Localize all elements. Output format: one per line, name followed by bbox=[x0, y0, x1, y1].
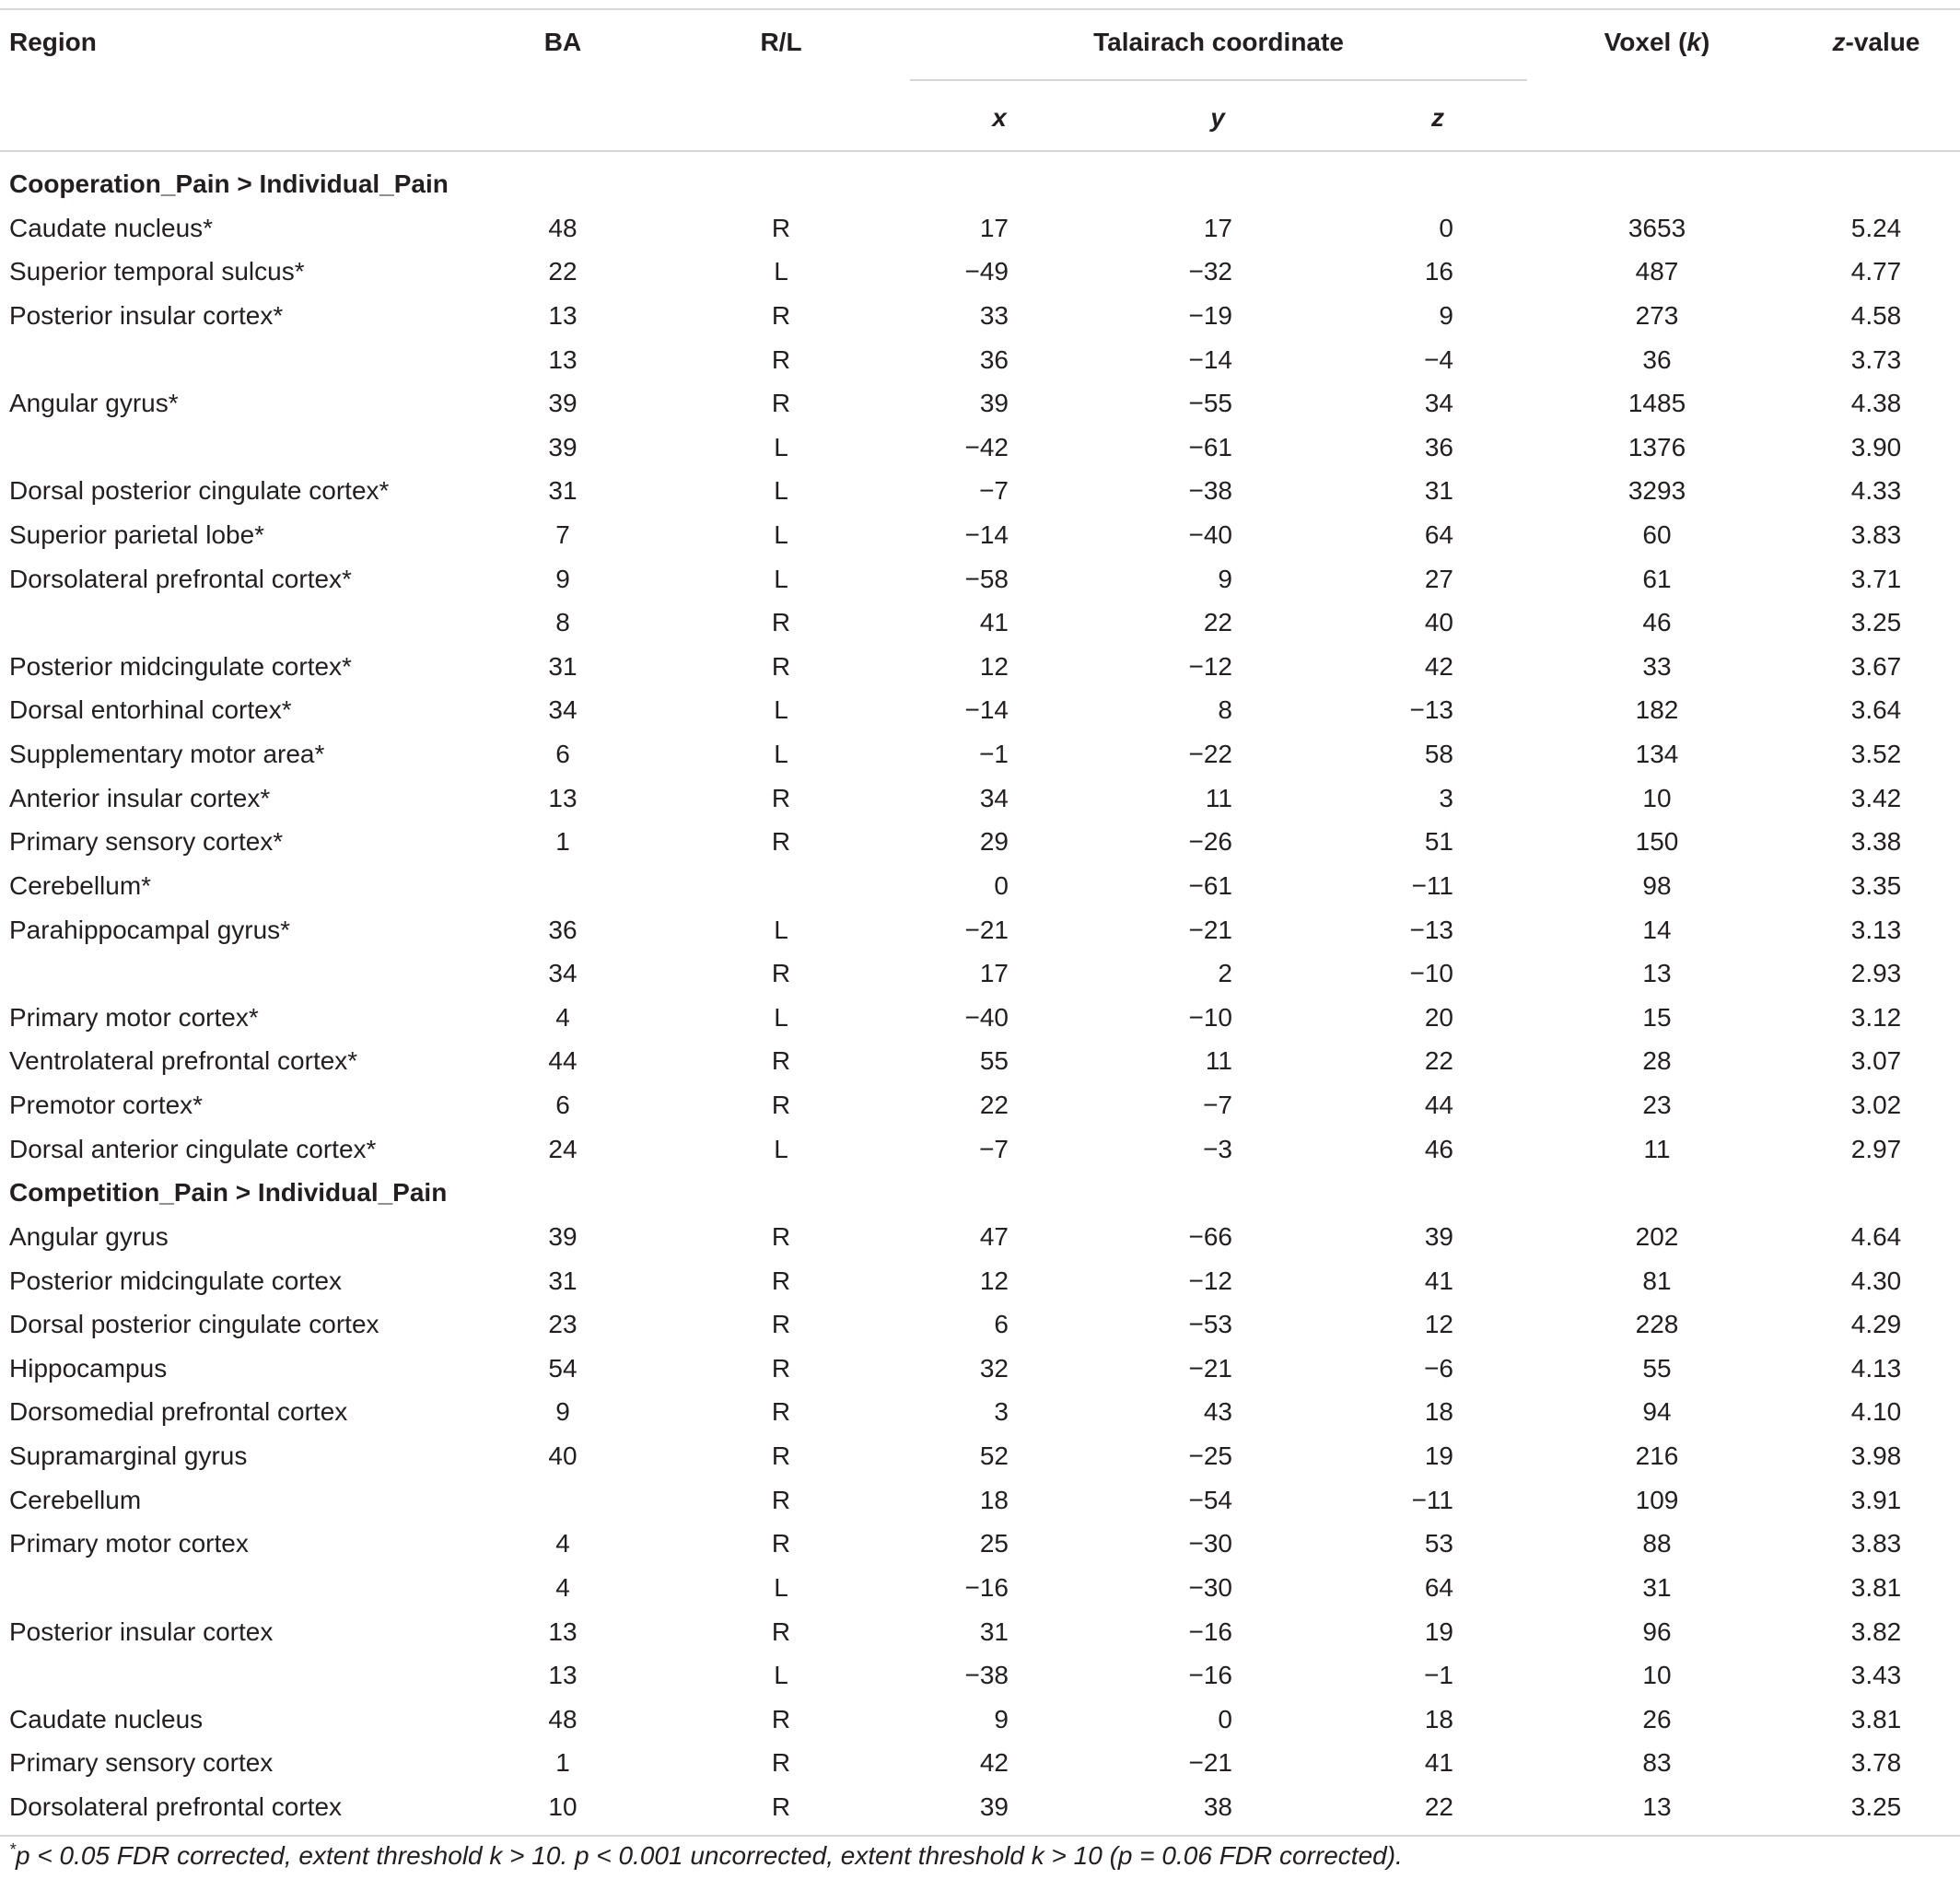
cell-y: −66 bbox=[1188, 1221, 1232, 1251]
cell-rl: L bbox=[774, 432, 788, 461]
cell-z: 18 bbox=[1424, 1397, 1453, 1427]
cell-y: −16 bbox=[1188, 1616, 1232, 1646]
cell-z: −10 bbox=[1409, 959, 1453, 988]
cell-rl: R bbox=[771, 389, 791, 418]
cell-region: Supramarginal gyrus bbox=[9, 1441, 248, 1470]
cell-z: 0 bbox=[1439, 213, 1453, 242]
cell-zvalue: 3.91 bbox=[1850, 1485, 1902, 1514]
cell-rl: L bbox=[774, 695, 788, 725]
cell-zvalue: 3.12 bbox=[1850, 1002, 1902, 1032]
cell-rl: R bbox=[771, 1266, 791, 1295]
cell-zvalue: 3.73 bbox=[1850, 344, 1902, 374]
cell-voxel: 94 bbox=[1642, 1397, 1672, 1427]
cell-voxel: 273 bbox=[1635, 300, 1679, 330]
cell-y: −22 bbox=[1188, 740, 1232, 769]
cell-x: −7 bbox=[979, 476, 1009, 506]
cell-voxel: 182 bbox=[1635, 695, 1679, 725]
cell-rl: L bbox=[774, 915, 788, 944]
cell-voxel: 88 bbox=[1642, 1529, 1672, 1558]
cell-voxel: 1485 bbox=[1628, 389, 1686, 418]
cell-voxel: 202 bbox=[1635, 1221, 1679, 1251]
cell-region: Caudate nucleus* bbox=[9, 213, 214, 242]
cell-voxel: 134 bbox=[1635, 740, 1679, 769]
cell-y: −25 bbox=[1188, 1441, 1232, 1470]
cell-rl: L bbox=[774, 476, 788, 506]
cell-region: Primary motor cortex bbox=[9, 1529, 249, 1558]
cell-y: −32 bbox=[1188, 257, 1232, 286]
cell-z: 42 bbox=[1424, 651, 1453, 681]
cell-ba: 39 bbox=[548, 432, 578, 461]
cell-rl: R bbox=[771, 213, 791, 242]
cell-region: Anterior insular cortex* bbox=[9, 783, 271, 812]
cell-voxel: 109 bbox=[1635, 1485, 1679, 1514]
cell-voxel: 13 bbox=[1642, 1791, 1672, 1821]
cell-zvalue: 3.98 bbox=[1850, 1441, 1902, 1470]
cell-region: Parahippocampal gyrus* bbox=[9, 915, 291, 944]
header-x: x bbox=[992, 103, 1007, 132]
cell-y: −19 bbox=[1188, 300, 1232, 330]
cell-x: 17 bbox=[979, 959, 1009, 988]
cell-ba: 13 bbox=[548, 300, 578, 330]
cell-zvalue: 2.93 bbox=[1850, 959, 1902, 988]
cell-ba: 4 bbox=[555, 1002, 570, 1032]
cell-voxel: 216 bbox=[1635, 1441, 1679, 1470]
cell-y: −40 bbox=[1188, 520, 1232, 549]
cell-rl: R bbox=[771, 1704, 791, 1733]
cell-voxel: 10 bbox=[1642, 1661, 1672, 1690]
cell-rl: R bbox=[771, 1353, 791, 1383]
cell-z: 64 bbox=[1424, 1572, 1453, 1602]
cell-y: −55 bbox=[1188, 389, 1232, 418]
cell-ba: 54 bbox=[548, 1353, 578, 1383]
cell-rl: R bbox=[771, 1791, 791, 1821]
cell-zvalue: 3.83 bbox=[1850, 1529, 1902, 1558]
cell-x: −16 bbox=[964, 1572, 1009, 1602]
cell-voxel: 228 bbox=[1635, 1310, 1679, 1339]
cell-z: 34 bbox=[1424, 389, 1453, 418]
cell-region: Primary motor cortex* bbox=[9, 1002, 259, 1032]
cell-region: Caudate nucleus bbox=[9, 1704, 204, 1733]
cell-y: −21 bbox=[1188, 1353, 1232, 1383]
cell-y: 0 bbox=[1218, 1704, 1232, 1733]
cell-z: 19 bbox=[1424, 1441, 1453, 1470]
cell-ba: 31 bbox=[548, 651, 578, 681]
cell-z: 22 bbox=[1424, 1791, 1453, 1821]
cell-ba: 24 bbox=[548, 1134, 578, 1163]
cell-voxel: 13 bbox=[1642, 959, 1672, 988]
cell-x: 33 bbox=[979, 300, 1009, 330]
cell-z: 20 bbox=[1424, 1002, 1453, 1032]
cell-ba: 22 bbox=[548, 257, 578, 286]
cell-z: 3 bbox=[1439, 783, 1453, 812]
cell-voxel: 14 bbox=[1642, 915, 1672, 944]
cell-zvalue: 4.29 bbox=[1850, 1310, 1902, 1339]
cell-region: Posterior midcingulate cortex bbox=[9, 1266, 343, 1295]
cell-rl: R bbox=[771, 783, 791, 812]
table-bottom-rule bbox=[0, 1835, 1960, 1837]
cell-ba: 31 bbox=[548, 1266, 578, 1295]
cell-x: 18 bbox=[979, 1485, 1009, 1514]
cell-ba: 31 bbox=[548, 476, 578, 506]
cell-voxel: 46 bbox=[1642, 608, 1672, 637]
cell-x: 6 bbox=[994, 1310, 1009, 1339]
cell-x: 31 bbox=[979, 1616, 1009, 1646]
cell-x: −38 bbox=[964, 1661, 1009, 1690]
cell-region: Dorsomedial prefrontal cortex bbox=[9, 1397, 348, 1427]
cell-zvalue: 3.64 bbox=[1850, 695, 1902, 725]
header-bottom-rule bbox=[0, 150, 1960, 152]
cell-rl: R bbox=[771, 1529, 791, 1558]
cell-region: Dorsal posterior cingulate cortex bbox=[9, 1310, 379, 1339]
cell-y: −53 bbox=[1188, 1310, 1232, 1339]
cell-zvalue: 3.07 bbox=[1850, 1046, 1902, 1076]
cell-x: 12 bbox=[979, 651, 1009, 681]
cell-rl: L bbox=[774, 1134, 788, 1163]
header-region: Region bbox=[9, 28, 97, 56]
header-talairach: Talairach coordinate bbox=[1093, 28, 1344, 56]
cell-rl: R bbox=[771, 608, 791, 637]
header-ba: BA bbox=[543, 28, 582, 56]
cell-zvalue: 3.83 bbox=[1850, 520, 1902, 549]
cell-y: 22 bbox=[1203, 608, 1232, 637]
cell-x: 41 bbox=[979, 608, 1009, 637]
cell-region: Angular gyrus bbox=[9, 1221, 169, 1251]
cell-x: 17 bbox=[979, 213, 1009, 242]
cell-region: Angular gyrus* bbox=[9, 389, 179, 418]
cell-x: 36 bbox=[979, 344, 1009, 374]
cell-region: Hippocampus bbox=[9, 1353, 168, 1383]
cell-zvalue: 3.90 bbox=[1850, 432, 1902, 461]
cell-x: −40 bbox=[964, 1002, 1009, 1032]
cell-region: Dorsolateral prefrontal cortex bbox=[9, 1791, 343, 1821]
cell-region: Superior parietal lobe* bbox=[9, 520, 265, 549]
cell-y: −61 bbox=[1188, 870, 1232, 900]
cell-zvalue: 3.13 bbox=[1850, 915, 1902, 944]
table-footnote: *p < 0.05 FDR corrected, extent threshold k > 10. p < 0.001 uncorrected, extent threshold k > 10 (p = 0.06 FDR corrected). bbox=[9, 1840, 1403, 1870]
cell-zvalue: 3.42 bbox=[1850, 783, 1902, 812]
section-title: Competition_Pain > Individual_Pain bbox=[9, 1178, 448, 1208]
cell-x: −21 bbox=[964, 915, 1009, 944]
cell-x: 25 bbox=[979, 1529, 1009, 1558]
cell-rl: L bbox=[774, 257, 788, 286]
cell-ba: 48 bbox=[548, 213, 578, 242]
header-zvalue: z-value bbox=[1832, 28, 1920, 56]
cell-x: 34 bbox=[979, 783, 1009, 812]
cell-voxel: 83 bbox=[1642, 1748, 1672, 1778]
cell-y: −12 bbox=[1188, 1266, 1232, 1295]
cell-y: −16 bbox=[1188, 1661, 1232, 1690]
cell-z: −13 bbox=[1409, 915, 1453, 944]
cell-rl: R bbox=[771, 1310, 791, 1339]
cell-x: 39 bbox=[979, 389, 1009, 418]
cell-ba: 1 bbox=[555, 827, 570, 857]
cell-ba: 10 bbox=[548, 1791, 578, 1821]
cell-voxel: 81 bbox=[1642, 1266, 1672, 1295]
cell-x: −14 bbox=[964, 520, 1009, 549]
cell-rl: R bbox=[771, 1441, 791, 1470]
cell-zvalue: 4.30 bbox=[1850, 1266, 1902, 1295]
cell-rl: L bbox=[774, 1002, 788, 1032]
cell-z: 41 bbox=[1424, 1266, 1453, 1295]
cell-z: −4 bbox=[1424, 344, 1453, 374]
cell-voxel: 15 bbox=[1642, 1002, 1672, 1032]
cell-voxel: 98 bbox=[1642, 870, 1672, 900]
cell-region: Posterior midcingulate cortex* bbox=[9, 651, 352, 681]
cell-rl: L bbox=[774, 520, 788, 549]
cell-x: 29 bbox=[979, 827, 1009, 857]
cell-y: −12 bbox=[1188, 651, 1232, 681]
cell-region: Premotor cortex* bbox=[9, 1091, 204, 1119]
cell-voxel: 3293 bbox=[1628, 476, 1686, 506]
cell-y: 8 bbox=[1218, 695, 1232, 725]
cell-voxel: 96 bbox=[1642, 1616, 1672, 1646]
cell-zvalue: 4.77 bbox=[1850, 257, 1902, 286]
cell-y: −21 bbox=[1188, 1748, 1232, 1778]
cell-y: −54 bbox=[1188, 1485, 1232, 1514]
cell-z: 40 bbox=[1424, 608, 1453, 637]
cell-x: 12 bbox=[979, 1266, 1009, 1295]
header-rl: R/L bbox=[760, 28, 802, 56]
cell-z: 58 bbox=[1424, 740, 1453, 769]
cell-ba: 9 bbox=[555, 564, 570, 593]
cell-ba: 6 bbox=[555, 740, 570, 769]
cell-zvalue: 3.67 bbox=[1850, 651, 1902, 681]
cell-x: 32 bbox=[979, 1353, 1009, 1383]
cell-z: 51 bbox=[1424, 827, 1453, 857]
cell-ba: 13 bbox=[548, 783, 578, 812]
cell-z: −11 bbox=[1411, 870, 1453, 900]
cell-zvalue: 4.38 bbox=[1850, 389, 1902, 418]
cell-zvalue: 3.81 bbox=[1850, 1572, 1902, 1602]
cell-x: 42 bbox=[979, 1748, 1009, 1778]
cell-ba: 34 bbox=[548, 695, 578, 725]
cell-zvalue: 3.71 bbox=[1850, 564, 1902, 593]
cell-zvalue: 4.10 bbox=[1850, 1397, 1902, 1427]
header-voxel: Voxel (k) bbox=[1604, 28, 1710, 56]
cell-y: −10 bbox=[1188, 1002, 1232, 1032]
cell-z: 46 bbox=[1424, 1134, 1453, 1163]
top-rule bbox=[0, 8, 1960, 10]
cell-y: −30 bbox=[1188, 1572, 1232, 1602]
cell-rl: L bbox=[774, 740, 788, 769]
cell-ba: 1 bbox=[555, 1748, 570, 1778]
cell-x: −1 bbox=[979, 740, 1009, 769]
cell-rl: R bbox=[771, 827, 791, 857]
cell-x: 47 bbox=[979, 1221, 1009, 1251]
cell-y: 11 bbox=[1205, 783, 1232, 812]
cell-voxel: 1376 bbox=[1628, 432, 1686, 461]
cell-ba: 36 bbox=[548, 915, 578, 944]
cell-region: Supplementary motor area* bbox=[9, 740, 325, 769]
cell-x: 3 bbox=[994, 1397, 1009, 1427]
cell-voxel: 33 bbox=[1642, 651, 1672, 681]
cell-y: 9 bbox=[1218, 564, 1232, 593]
cell-y: −38 bbox=[1188, 476, 1232, 506]
cell-region: Dorsal posterior cingulate cortex* bbox=[9, 476, 390, 506]
cell-z: 31 bbox=[1424, 476, 1453, 506]
cell-ba: 4 bbox=[555, 1572, 570, 1602]
cell-y: 17 bbox=[1203, 213, 1232, 242]
cell-ba: 7 bbox=[555, 520, 570, 549]
cell-ba: 40 bbox=[548, 1441, 578, 1470]
cell-voxel: 60 bbox=[1642, 520, 1672, 549]
cell-z: −13 bbox=[1409, 695, 1453, 725]
cell-voxel: 28 bbox=[1642, 1046, 1672, 1076]
cell-z: 39 bbox=[1424, 1221, 1453, 1251]
cell-x: 55 bbox=[979, 1046, 1009, 1076]
cell-ba: 6 bbox=[555, 1091, 570, 1119]
cell-rl: R bbox=[771, 651, 791, 681]
cell-y: −3 bbox=[1203, 1134, 1232, 1163]
cell-zvalue: 5.24 bbox=[1850, 213, 1902, 242]
cell-y: −21 bbox=[1188, 915, 1232, 944]
cell-ba: 39 bbox=[548, 1221, 578, 1251]
cell-voxel: 23 bbox=[1642, 1091, 1672, 1119]
cell-ba: 8 bbox=[555, 608, 570, 637]
cell-rl: R bbox=[771, 1397, 791, 1427]
cell-region: Cerebellum bbox=[9, 1485, 142, 1514]
cell-zvalue: 4.33 bbox=[1850, 476, 1902, 506]
cell-z: 19 bbox=[1424, 1616, 1453, 1646]
cell-zvalue: 4.58 bbox=[1850, 300, 1902, 330]
cell-region: Primary sensory cortex bbox=[9, 1748, 274, 1778]
cell-x: −14 bbox=[964, 695, 1009, 725]
cell-ba: 13 bbox=[548, 1661, 578, 1690]
cell-ba: 44 bbox=[548, 1046, 578, 1076]
cell-x: 0 bbox=[994, 870, 1009, 900]
cell-voxel: 487 bbox=[1635, 257, 1679, 286]
cell-z: −6 bbox=[1424, 1353, 1453, 1383]
cell-ba: 48 bbox=[548, 1704, 578, 1733]
cell-x: 52 bbox=[979, 1441, 1009, 1470]
cell-voxel: 11 bbox=[1643, 1134, 1671, 1163]
header-z: z bbox=[1431, 103, 1444, 132]
cell-y: −30 bbox=[1188, 1529, 1232, 1558]
header-y: y bbox=[1210, 103, 1225, 132]
cell-z: 53 bbox=[1424, 1529, 1453, 1558]
cell-voxel: 10 bbox=[1642, 783, 1672, 812]
cell-rl: R bbox=[771, 1616, 791, 1646]
cell-rl: R bbox=[771, 1485, 791, 1514]
cell-rl: R bbox=[771, 1091, 791, 1119]
cell-rl: R bbox=[771, 300, 791, 330]
cell-x: −49 bbox=[964, 257, 1009, 286]
cell-voxel: 150 bbox=[1635, 827, 1679, 857]
cell-zvalue: 2.97 bbox=[1850, 1134, 1902, 1163]
cell-z: −1 bbox=[1424, 1661, 1453, 1690]
cell-rl: R bbox=[771, 1221, 791, 1251]
cell-region: Primary sensory cortex* bbox=[9, 827, 284, 857]
cell-rl: R bbox=[771, 1748, 791, 1778]
cell-region: Dorsal entorhinal cortex* bbox=[9, 695, 292, 725]
cell-rl: R bbox=[771, 344, 791, 374]
cell-x: 39 bbox=[979, 1791, 1009, 1821]
cell-x: 9 bbox=[994, 1704, 1009, 1733]
cell-zvalue: 3.43 bbox=[1850, 1661, 1902, 1690]
cell-region: Ventrolateral prefrontal cortex* bbox=[9, 1046, 358, 1076]
cell-zvalue: 3.38 bbox=[1850, 827, 1902, 857]
cell-region: Cerebellum* bbox=[9, 870, 152, 900]
cell-voxel: 55 bbox=[1642, 1353, 1672, 1383]
cell-x: −42 bbox=[964, 432, 1009, 461]
cell-voxel: 61 bbox=[1642, 564, 1672, 593]
cell-z: 41 bbox=[1424, 1748, 1453, 1778]
cell-zvalue: 3.25 bbox=[1850, 1791, 1902, 1821]
cell-z: 64 bbox=[1424, 520, 1453, 549]
cell-zvalue: 3.35 bbox=[1850, 870, 1902, 900]
cell-zvalue: 3.02 bbox=[1850, 1091, 1902, 1119]
cell-region: Posterior insular cortex* bbox=[9, 300, 284, 330]
cell-ba: 13 bbox=[548, 1616, 578, 1646]
cell-region: Posterior insular cortex bbox=[9, 1616, 274, 1646]
cell-zvalue: 4.64 bbox=[1850, 1221, 1902, 1251]
cell-ba: 13 bbox=[548, 344, 578, 374]
cell-ba: 39 bbox=[548, 389, 578, 418]
cell-z: 36 bbox=[1424, 432, 1453, 461]
cell-y: 2 bbox=[1218, 959, 1232, 988]
cell-y: 43 bbox=[1203, 1397, 1232, 1427]
cell-ba: 9 bbox=[555, 1397, 570, 1427]
cell-ba: 23 bbox=[548, 1310, 578, 1339]
cell-rl: L bbox=[774, 564, 788, 593]
cell-voxel: 36 bbox=[1642, 344, 1672, 374]
cell-rl: R bbox=[771, 1046, 791, 1076]
cell-y: −7 bbox=[1203, 1091, 1232, 1119]
cell-x: −58 bbox=[964, 564, 1009, 593]
cell-x: −7 bbox=[979, 1134, 1009, 1163]
cell-y: 38 bbox=[1203, 1791, 1232, 1821]
cell-z: 44 bbox=[1424, 1091, 1453, 1119]
cell-zvalue: 3.82 bbox=[1850, 1616, 1902, 1646]
cell-zvalue: 3.25 bbox=[1850, 608, 1902, 637]
cell-z: −11 bbox=[1411, 1485, 1453, 1514]
talairach-rule bbox=[910, 79, 1527, 81]
cell-y: 11 bbox=[1205, 1046, 1232, 1076]
cell-y: −14 bbox=[1188, 344, 1232, 374]
cell-rl: R bbox=[771, 959, 791, 988]
cell-z: 9 bbox=[1439, 300, 1453, 330]
cell-zvalue: 3.78 bbox=[1850, 1748, 1902, 1778]
cell-voxel: 31 bbox=[1642, 1572, 1672, 1602]
cell-z: 18 bbox=[1424, 1704, 1453, 1733]
cell-ba: 4 bbox=[555, 1529, 570, 1558]
cell-z: 16 bbox=[1424, 257, 1453, 286]
cell-voxel: 3653 bbox=[1628, 213, 1686, 242]
cell-ba: 34 bbox=[548, 959, 578, 988]
cell-y: −26 bbox=[1188, 827, 1232, 857]
cell-z: 22 bbox=[1424, 1046, 1453, 1076]
cell-zvalue: 3.52 bbox=[1850, 740, 1902, 769]
cell-zvalue: 3.81 bbox=[1850, 1704, 1902, 1733]
cell-z: 27 bbox=[1424, 564, 1453, 593]
cell-zvalue: 4.13 bbox=[1850, 1353, 1902, 1383]
cell-region: Dorsal anterior cingulate cortex* bbox=[9, 1134, 377, 1163]
section-title: Cooperation_Pain > Individual_Pain bbox=[9, 169, 449, 198]
cell-region: Superior temporal sulcus* bbox=[9, 257, 305, 286]
cell-rl: L bbox=[774, 1572, 788, 1602]
cell-z: 12 bbox=[1424, 1310, 1453, 1339]
cell-y: −61 bbox=[1188, 432, 1232, 461]
cell-region: Dorsolateral prefrontal cortex* bbox=[9, 564, 352, 593]
cell-rl: L bbox=[774, 1661, 788, 1690]
cell-x: 22 bbox=[979, 1091, 1009, 1119]
cell-voxel: 26 bbox=[1642, 1704, 1672, 1733]
